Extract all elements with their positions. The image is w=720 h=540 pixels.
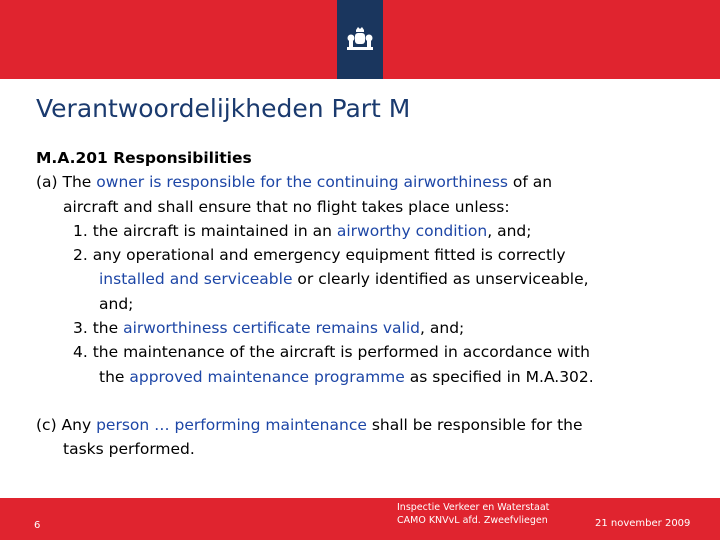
clause-c-text: (c) Any — [36, 415, 97, 434]
list-item-3 — [36, 316, 706, 340]
list-text-end: , and; — [487, 221, 532, 240]
spacer — [36, 389, 706, 413]
list-number: 4. — [73, 343, 93, 362]
list-text: the aircraft is maintained in an — [92, 221, 337, 240]
list-item-2-line-3: and; — [99, 294, 134, 313]
slide-title: Verantwoordelijkheden Part M — [36, 94, 411, 123]
clause-a-line-2: aircraft and shall ensure that no flight takes place unless: — [63, 197, 510, 216]
list-highlight: airworthy condition — [336, 221, 488, 240]
list-item-4-line-2 — [36, 365, 706, 389]
list-highlight: installed and serviceable — [99, 270, 293, 289]
clause-c-line-2: tasks performed. — [63, 440, 195, 459]
footer-organization — [397, 501, 549, 527]
list-text: the maintenance of the aircraft is performed in accordance with — [92, 343, 590, 362]
list-text-end: or clearly identified as unserviceable, — [292, 270, 589, 289]
page-number: 6 — [34, 520, 41, 531]
clause-a-line-1 — [36, 170, 706, 194]
list-item-2-line-2 — [36, 267, 706, 291]
slide-body — [36, 146, 706, 462]
list-number: 2. — [73, 246, 93, 265]
list-highlight: airworthiness certificate remains valid — [123, 319, 421, 338]
list-number: 3. — [73, 319, 93, 338]
clause-c-line-1 — [36, 413, 706, 437]
clause-c-highlight: person … performing maintenance — [96, 415, 367, 434]
list-text: any operational and emergency equipment fitted is correctly — [92, 246, 566, 265]
list-text: the — [92, 319, 124, 338]
list-text: the — [99, 367, 130, 386]
footer-org-line-2: CAMO KNVvL afd. Zweefvliegen — [397, 515, 548, 526]
header-bar — [0, 0, 720, 79]
list-item-2 — [36, 243, 706, 267]
section-heading: M.A.201 Responsibilities — [36, 149, 252, 167]
list-text-end: , and; — [420, 319, 465, 338]
list-item-1 — [36, 219, 706, 243]
list-number: 1. — [73, 221, 93, 240]
clause-a-text: (a) The — [36, 173, 97, 192]
clause-a-text-end: of an — [507, 173, 553, 192]
footer-bar — [0, 498, 720, 540]
footer-date: 21 november 2009 — [595, 518, 691, 529]
clause-a-highlight: owner is responsible for the continuing airworthiness — [96, 173, 508, 192]
clause-c-text-end: shall be responsible for the — [366, 415, 583, 434]
list-text-end: as specified in M.A.302. — [404, 367, 594, 386]
coat-of-arms-icon — [345, 27, 375, 53]
list-item-4 — [36, 340, 706, 364]
footer-org-line-1: Inspectie Verkeer en Waterstaat — [397, 502, 550, 513]
logo — [337, 0, 383, 79]
list-highlight: approved maintenance programme — [129, 367, 405, 386]
